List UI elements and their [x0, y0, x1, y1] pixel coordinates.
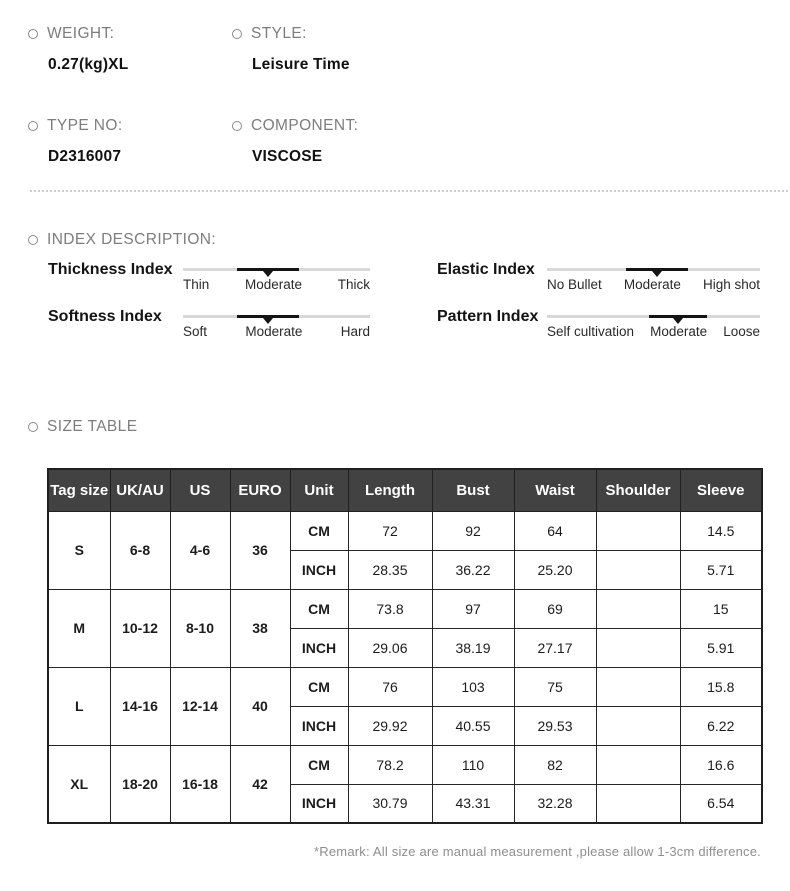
- col-header-unit: Unit: [290, 469, 348, 511]
- index-description-section: [28, 232, 762, 355]
- slider-marker-icon: [263, 271, 273, 277]
- col-header-sleeve: Sleeve: [680, 469, 762, 511]
- slider-label-mid: Moderate: [623, 277, 681, 292]
- cell-euro: 40: [230, 667, 290, 745]
- section-title: SIZE TABLE: [47, 418, 138, 435]
- cell-sleeve: 6.22: [680, 706, 762, 745]
- attribute-value: Leisure Time: [252, 56, 350, 73]
- bullet-circle-icon: [28, 422, 38, 432]
- cell-unit: INCH: [290, 628, 348, 667]
- table-row: [48, 589, 762, 628]
- attribute-value: D2316007: [48, 148, 122, 165]
- cell-shoulder: [596, 706, 680, 745]
- slider-active-segment: [237, 315, 299, 318]
- index-column-right: [437, 261, 760, 355]
- cell-uk-au: 18-20: [110, 745, 170, 823]
- slider-active-segment: [626, 268, 688, 271]
- slider-label-high: Loose: [723, 324, 760, 339]
- cell-waist: 32.28: [514, 784, 596, 823]
- cell-euro: 42: [230, 745, 290, 823]
- cell-unit: INCH: [290, 550, 348, 589]
- slider-label-high: High shot: [702, 277, 760, 292]
- dotted-divider: [30, 190, 788, 192]
- table-header-row: [48, 469, 762, 511]
- cell-length: 76: [348, 667, 432, 706]
- attribute-type-no: [28, 118, 232, 166]
- attribute-label: TYPE NO:: [47, 117, 123, 134]
- cell-sleeve: 16.6: [680, 745, 762, 784]
- cell-length: 72: [348, 511, 432, 550]
- cell-tag: L: [48, 667, 110, 745]
- cell-unit: CM: [290, 667, 348, 706]
- cell-unit: CM: [290, 511, 348, 550]
- col-header-euro: EURO: [230, 469, 290, 511]
- cell-tag: XL: [48, 745, 110, 823]
- slider-track: [183, 315, 370, 318]
- cell-waist: 75: [514, 667, 596, 706]
- index-thickness: [48, 261, 370, 308]
- cell-sleeve: 14.5: [680, 511, 762, 550]
- index-softness: [48, 308, 370, 355]
- col-header-waist: Waist: [514, 469, 596, 511]
- slider-active-segment: [237, 268, 299, 271]
- slider-label-mid: Moderate: [650, 324, 708, 339]
- cell-length: 29.92: [348, 706, 432, 745]
- bullet-circle-icon: [28, 121, 38, 131]
- attribute-label: WEIGHT:: [47, 25, 115, 42]
- cell-us: 12-14: [170, 667, 230, 745]
- slider-marker-icon: [673, 318, 683, 324]
- cell-bust: 92: [432, 511, 514, 550]
- cell-shoulder: [596, 745, 680, 784]
- cell-uk-au: 14-16: [110, 667, 170, 745]
- cell-waist: 64: [514, 511, 596, 550]
- bullet-circle-icon: [232, 121, 242, 131]
- slider-marker-icon: [263, 318, 273, 324]
- cell-bust: 110: [432, 745, 514, 784]
- attribute-label: STYLE:: [251, 25, 307, 42]
- cell-tag: M: [48, 589, 110, 667]
- col-header-uk-au: UK/AU: [110, 469, 170, 511]
- cell-sleeve: 15: [680, 589, 762, 628]
- attributes-section: [28, 26, 762, 166]
- cell-tag: S: [48, 511, 110, 589]
- bullet-circle-icon: [232, 29, 242, 39]
- cell-unit: CM: [290, 745, 348, 784]
- cell-uk-au: 6-8: [110, 511, 170, 589]
- slider-track: [183, 268, 370, 271]
- cell-waist: 82: [514, 745, 596, 784]
- table-row: [48, 667, 762, 706]
- slider-label-low: No Bullet: [547, 277, 602, 292]
- cell-sleeve: 15.8: [680, 667, 762, 706]
- cell-bust: 38.19: [432, 628, 514, 667]
- cell-length: 29.06: [348, 628, 432, 667]
- attribute-value: 0.27(kg)XL: [48, 56, 129, 73]
- cell-us: 8-10: [170, 589, 230, 667]
- cell-uk-au: 10-12: [110, 589, 170, 667]
- index-slider: [183, 308, 370, 355]
- cell-sleeve: 5.91: [680, 628, 762, 667]
- attribute-style: [232, 26, 762, 74]
- cell-shoulder: [596, 589, 680, 628]
- slider-label-mid: Moderate: [244, 277, 303, 292]
- slider-active-segment: [649, 315, 707, 318]
- cell-bust: 36.22: [432, 550, 514, 589]
- remark-text: *Remark: All size are manual measurement ,please allow 1-3cm difference.: [314, 844, 761, 859]
- cell-length: 28.35: [348, 550, 432, 589]
- cell-length: 73.8: [348, 589, 432, 628]
- bullet-circle-icon: [28, 29, 38, 39]
- cell-length: 30.79: [348, 784, 432, 823]
- cell-sleeve: 5.71: [680, 550, 762, 589]
- cell-sleeve: 6.54: [680, 784, 762, 823]
- slider-track: [547, 268, 760, 271]
- cell-unit: CM: [290, 589, 348, 628]
- table-row: [48, 745, 762, 784]
- cell-shoulder: [596, 667, 680, 706]
- cell-euro: 36: [230, 511, 290, 589]
- col-header-shoulder: Shoulder: [596, 469, 680, 511]
- cell-bust: 103: [432, 667, 514, 706]
- table-row: [48, 511, 762, 550]
- cell-us: 4-6: [170, 511, 230, 589]
- cell-waist: 27.17: [514, 628, 596, 667]
- index-name: Softness Index: [48, 308, 162, 325]
- bullet-circle-icon: [28, 235, 38, 245]
- attribute-weight: [28, 26, 232, 74]
- col-header-length: Length: [348, 469, 432, 511]
- cell-unit: INCH: [290, 706, 348, 745]
- cell-us: 16-18: [170, 745, 230, 823]
- slider-label-high: Hard: [340, 324, 370, 339]
- attribute-value: VISCOSE: [252, 148, 323, 165]
- cell-unit: INCH: [290, 784, 348, 823]
- section-title: INDEX DESCRIPTION:: [47, 231, 217, 248]
- index-name: Elastic Index: [437, 261, 535, 278]
- col-header-tag-size: Tag size: [48, 469, 110, 511]
- index-slider: [183, 261, 370, 308]
- col-header-bust: Bust: [432, 469, 514, 511]
- slider-label-low: Thin: [183, 277, 210, 292]
- index-pattern: [437, 308, 760, 355]
- cell-waist: 25.20: [514, 550, 596, 589]
- cell-shoulder: [596, 511, 680, 550]
- slider-label-mid: Moderate: [245, 324, 303, 339]
- attribute-label: COMPONENT:: [251, 117, 359, 134]
- slider-label-low: Soft: [183, 324, 208, 339]
- index-elastic: [437, 261, 760, 308]
- cell-bust: 97: [432, 589, 514, 628]
- slider-marker-icon: [652, 271, 662, 277]
- cell-bust: 40.55: [432, 706, 514, 745]
- cell-shoulder: [596, 784, 680, 823]
- cell-shoulder: [596, 550, 680, 589]
- attribute-component: [232, 118, 762, 166]
- cell-waist: 29.53: [514, 706, 596, 745]
- index-name: Pattern Index: [437, 308, 539, 325]
- index-name: Thickness Index: [48, 261, 173, 278]
- size-table-section: [28, 419, 762, 824]
- index-slider: [547, 261, 760, 308]
- cell-euro: 38: [230, 589, 290, 667]
- index-slider: [547, 308, 760, 355]
- slider-label-low: Self cultivation: [547, 324, 635, 339]
- cell-waist: 69: [514, 589, 596, 628]
- size-table: [47, 468, 763, 824]
- slider-label-high: Thick: [337, 277, 370, 292]
- cell-length: 78.2: [348, 745, 432, 784]
- cell-shoulder: [596, 628, 680, 667]
- index-column-left: [48, 261, 370, 355]
- col-header-us: US: [170, 469, 230, 511]
- slider-track: [547, 315, 760, 318]
- cell-bust: 43.31: [432, 784, 514, 823]
